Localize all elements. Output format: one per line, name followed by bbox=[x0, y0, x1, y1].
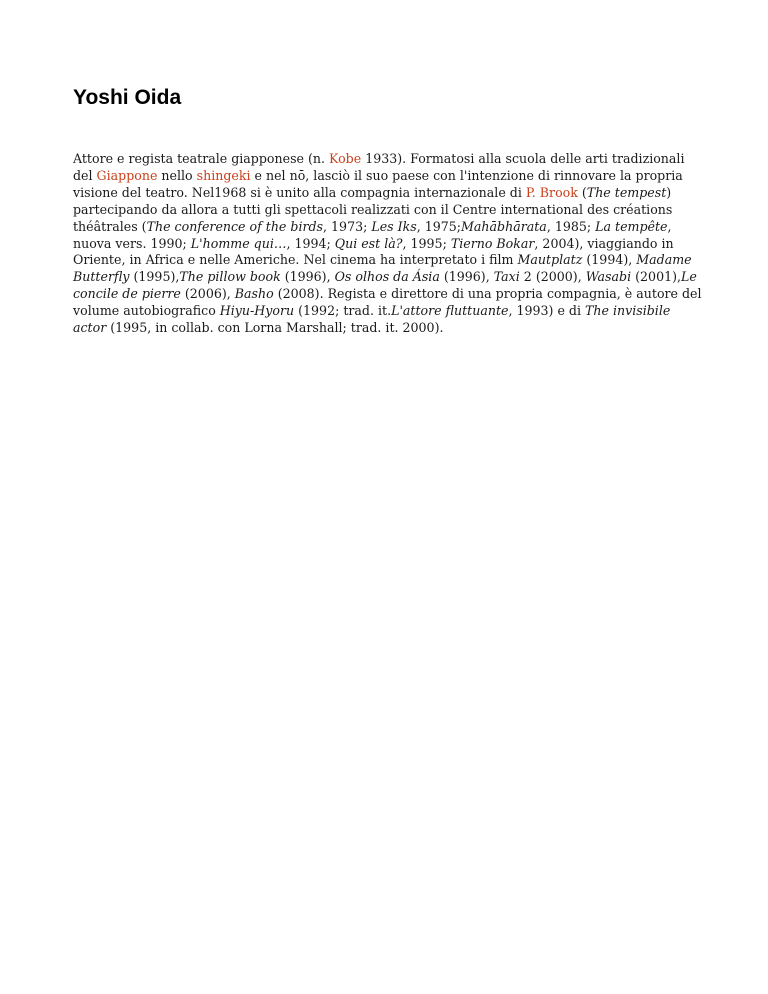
italic-title: Le concile de pierre bbox=[73, 269, 697, 302]
body-text-run: 2 (2000), bbox=[519, 269, 586, 285]
body-text-run: (1992; trad. it. bbox=[294, 303, 392, 319]
article-link[interactable]: Kobe bbox=[329, 151, 362, 166]
body-text-run: ) partecipando da allora a tutti gli spettacoli realizzati con il Centre international des créations théâtrales ( bbox=[73, 184, 673, 234]
body-text-run: (2006), bbox=[180, 286, 235, 302]
italic-title: Qui est là? bbox=[334, 235, 403, 251]
body-text-run: , 1975; bbox=[416, 218, 462, 234]
italic-title: Wasabi bbox=[585, 269, 632, 285]
body-text-run: , 1973; bbox=[323, 218, 372, 234]
italic-title: Os olhos da Ásia bbox=[334, 269, 440, 285]
body-text-run: , 1994; bbox=[286, 235, 335, 251]
article-link[interactable]: shingeki bbox=[196, 167, 251, 183]
body-text-run: , nuova vers. 1990; bbox=[73, 218, 672, 251]
body-text-run: nello bbox=[157, 167, 197, 183]
body-text-run: (1996), bbox=[439, 269, 494, 285]
italic-title: La tempête bbox=[595, 218, 668, 234]
body-text-run: (1996), bbox=[280, 269, 335, 285]
body-text-run: 1933). Formatosi alla scuola delle arti tradizionali del bbox=[73, 151, 685, 183]
body-text-run: , 1993) e di bbox=[508, 303, 585, 319]
italic-title: Madame Butterfly bbox=[73, 252, 692, 285]
article-body bbox=[73, 151, 703, 337]
body-text-run: , 1995; bbox=[402, 235, 451, 251]
italic-title: Basho bbox=[234, 286, 274, 302]
body-text-run: (1994), bbox=[582, 252, 637, 268]
body-text-run: (2001), bbox=[631, 269, 682, 285]
article-link[interactable]: P. Brook bbox=[525, 184, 578, 200]
body-text-run: (1995, in collab. con Lorna Marshall; trad. it. 2000). bbox=[106, 320, 444, 336]
page-title: Yoshi Oida bbox=[73, 86, 182, 109]
italic-title: Tierno Bokar bbox=[450, 235, 535, 251]
italic-title: Les Iks bbox=[371, 218, 417, 234]
italic-title: Taxi bbox=[493, 269, 520, 285]
italic-title: The invisibile actor bbox=[73, 303, 671, 336]
body-text-run: Attore e regista teatrale giapponese (n. bbox=[73, 151, 330, 166]
body-text-run: , 2004), viaggiando in Oriente, in Africa e nelle Americhe. Nel cinema ha interpretato i film bbox=[73, 235, 674, 268]
body-text-run: e nel nō, lasciò il suo paese con l'intenzione di rinnovare la propria visione del teatro. Nel1968 si è unito alla compagnia internazionale di bbox=[73, 167, 683, 200]
italic-title: L'attore fluttuante bbox=[391, 303, 509, 319]
article-link[interactable]: Giappone bbox=[96, 167, 158, 183]
italic-title: Mautplatz bbox=[517, 252, 583, 268]
italic-title: The tempest bbox=[586, 184, 667, 200]
italic-title: The pillow book bbox=[179, 269, 281, 285]
italic-title: Mahābhārata bbox=[461, 218, 547, 234]
body-text-run: (2008). Regista e direttore di una propria compagnia, è autore del volume autobiografico bbox=[73, 286, 702, 319]
body-text-run: , 1985; bbox=[546, 218, 596, 234]
body-text-run: (1995), bbox=[129, 269, 180, 285]
body-text-run: ( bbox=[577, 184, 587, 200]
italic-title: The conference of the birds bbox=[146, 218, 324, 234]
italic-title: L'homme qui… bbox=[190, 235, 287, 251]
italic-title: Hiyu-Hyoru bbox=[219, 303, 295, 319]
